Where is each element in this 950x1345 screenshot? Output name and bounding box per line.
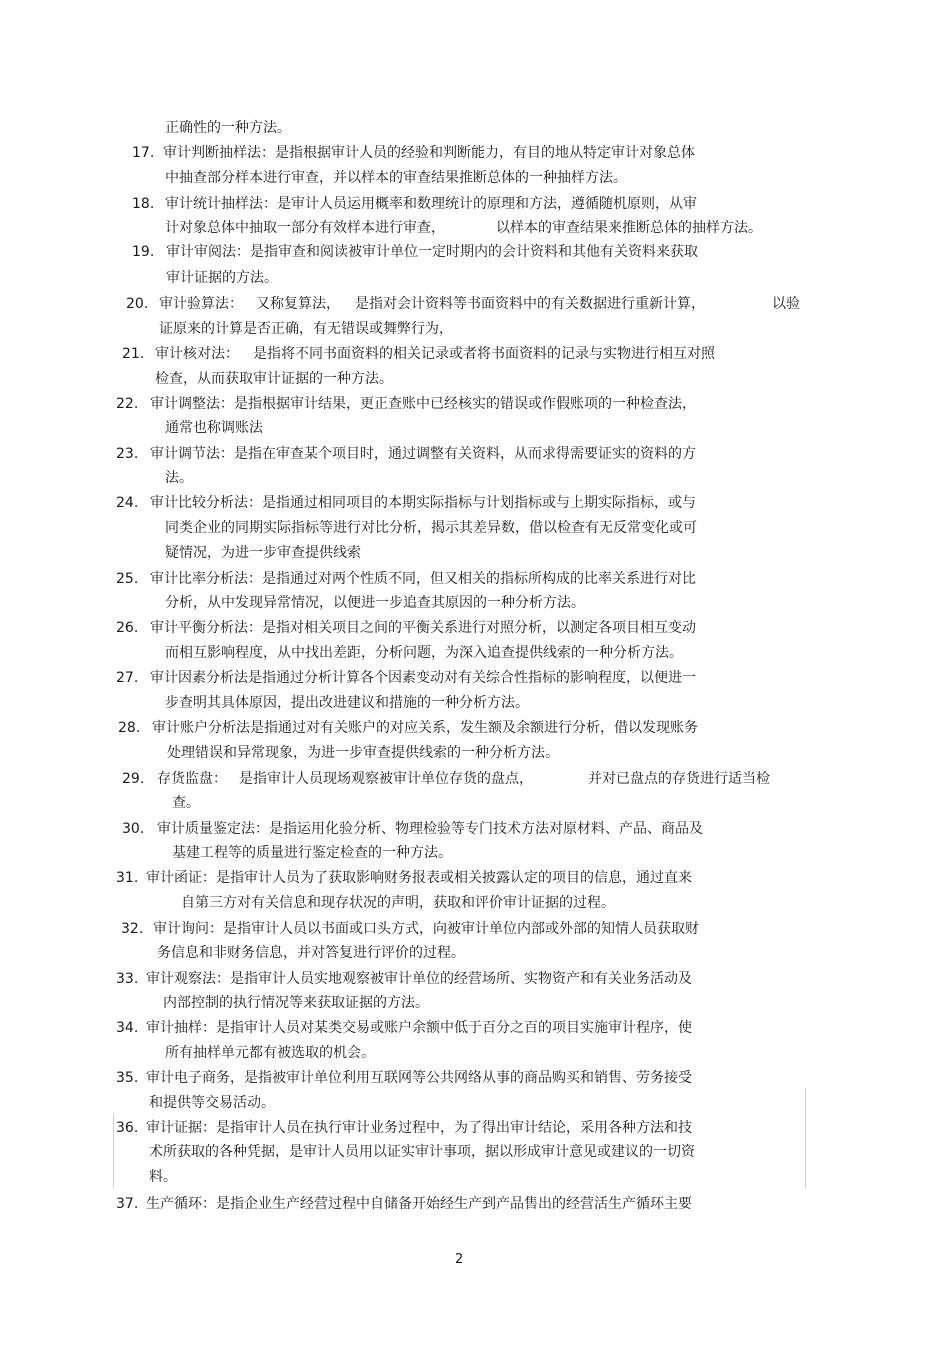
item-number: 21. (122, 346, 145, 362)
text-line: 证原来的计算是否正确，有无错误或舞弊行为， (159, 321, 453, 337)
text-line: 审计证据的方法。 (166, 270, 278, 286)
text-line: 务信息和非财务信息，并对答复进行评价的过程。 (157, 945, 465, 961)
item-number: 34. (116, 1020, 139, 1036)
item-number: 29. (122, 771, 145, 787)
item-number: 26. (116, 620, 139, 636)
item-number: 35. (116, 1070, 139, 1086)
text-line: 和提供等交易活动。 (149, 1095, 275, 1111)
item-number: 32. (121, 921, 144, 937)
text-line: 审计比较分析法：是指通过相同项目的本期实际指标与计划指标或与上期实际指标，或与 (150, 495, 696, 511)
text-line: 审计统计抽样法：是审计人员运用概率和数理统计的原理和方法，遵循随机原则，从审 (165, 196, 697, 212)
text-line: 审计判断抽样法：是指根据审计人员的经验和判断能力，有目的地从特定审计对象总体 (163, 145, 695, 161)
text-line: 内部控制的执行情况等来获取证据的方法。 (163, 995, 429, 1011)
text-line: 料。 (149, 1169, 177, 1185)
text-line: 审计比率分析法：是指通过对两个性质不同，但又相关的指标所构成的比率关系进行对比 (150, 571, 696, 587)
text-line: 审计因素分析法是指通过分析计算各个因素变动对有关综合性指标的影响程度，以便进一 (150, 670, 696, 686)
text-line: 步查明其具体原因，提出改进建议和措施的一种分析方法。 (165, 695, 529, 711)
item-number: 27. (116, 670, 139, 686)
text-line: 而相互影响程度，从中找出差距，分析问题，为深入追查提供线索的一种分析方法。 (165, 645, 683, 661)
item-number: 17. (132, 145, 155, 161)
text-line: 审计证据：是指审计人员在执行审计业务过程中，为了得出审计结论，采用各种方法和技 (146, 1120, 692, 1136)
text-line: 审计询问：是指审计人员以书面或口头方式，向被审计单位内部或外部的知情人员获取财 (153, 921, 699, 937)
text-line: 审计调节法：是指在审查某个项目时，通过调整有关资料，从而求得需要证实的资料的方 (150, 446, 696, 462)
text-line: 审计观察法：是指审计人员实地观察被审计单位的经营场所、实物资产和有关业务活动及 (146, 971, 692, 987)
text-line: 审计验算法： (159, 296, 243, 312)
item-number: 37. (116, 1196, 139, 1212)
item-number: 36. (116, 1120, 139, 1136)
text-line: 同类企业的同期实际指标等进行对比分析，揭示其差异数，借以检查有无反常变化或可 (165, 520, 697, 536)
text-line: 审计核对法： (155, 346, 239, 362)
text-line: 审计函证：是指审计人员为了获取影响财务报表或相关披露认定的项目的信息，通过直来 (146, 870, 692, 886)
text-line: 自第三方对有关信息和现存状况的声明，获取和评价审计证据的过程。 (181, 895, 615, 911)
text-line: 审计调整法：是指根据审计结果，更正查账中已经核实的错误或作假账项的一种检查法， (150, 396, 696, 412)
text-line: 审计审阅法：是指审查和阅读被审计单位一定时期内的会计资料和其他有关资料来获取 (166, 244, 698, 260)
text-line: 生产循环：是指企业生产经营过程中自储备开始经生产到产品售出的经营活生产循环主要 (146, 1196, 692, 1212)
item-number: 31. (116, 870, 139, 886)
text-line: 存货监盘： (157, 771, 227, 787)
item-number: 30. (122, 821, 145, 837)
item-number: 25. (116, 571, 139, 587)
text-line: 基建工程等的质量进行鉴定检查的一种方法。 (172, 845, 452, 861)
text-line: 所有抽样单元都有被选取的机会。 (165, 1045, 375, 1061)
item-number: 19. (132, 244, 155, 260)
text-line: 疑情况，为进一步审查提供线索 (165, 545, 361, 561)
item-number: 23. (116, 446, 139, 462)
item-number: 18. (132, 196, 155, 212)
text-line: 以样本的审查结果来推断总体的抽样方法。 (496, 220, 762, 236)
text-line: 审计账户分析法是指通过对有关账户的对应关系，发生额及余额进行分析，借以发现账务 (152, 720, 698, 736)
text-line: 正确性的一种方法。 (165, 120, 291, 136)
text-line: 并对已盘点的存货进行适当检 (588, 771, 770, 787)
text-line: 审计质量鉴定法：是指运用化验分析、物理检验等专门技术方法对原材料、产品、商品及 (157, 821, 703, 837)
item-number: 22. (116, 396, 139, 412)
text-line: 是指审计人员现场观察被审计单位存货的盘点， (239, 771, 533, 787)
text-line: 审计平衡分析法：是指对相关项目之间的平衡关系进行对照分析，以测定各项目相互变动 (150, 620, 696, 636)
text-line: 计对象总体中抽取一部分有效样本进行审查， (165, 220, 445, 236)
item-number: 24. (116, 495, 139, 511)
text-line: 分析，从中发现异常情况，以便进一步追查其原因的一种分析方法。 (165, 595, 585, 611)
text-line: 术所获取的各种凭据，是审计人员用以证实审计事项，据以形成审计意见或建议的一切资 (149, 1144, 695, 1160)
text-line: 是指对会计资料等书面资料中的有关数据进行重新计算， (355, 296, 705, 312)
item-number: 20. (126, 296, 149, 312)
item-number: 33. (116, 971, 139, 987)
item-number: 28. (118, 720, 141, 736)
text-line: 以验 (772, 296, 800, 312)
text-line: 又称复算法， (256, 296, 340, 312)
text-line: 审计抽样：是指审计人员对某类交易或账户余额中低于百分之百的项目实施审计程序，使 (146, 1020, 692, 1036)
page-number: 2 (455, 1252, 464, 1267)
text-line: 审计电子商务，是指被审计单位利用互联网等公共网络从事的商品购买和销售、劳务接受 (146, 1070, 692, 1086)
text-line: 中抽查部分样本进行审查，并以样本的审查结果推断总体的一种抽样方法。 (165, 170, 627, 186)
text-line: 查。 (172, 795, 200, 811)
text-line: 通常也称调账法 (165, 420, 263, 436)
margin-rule-left (113, 1114, 114, 1188)
text-line: 处理错误和异常现象，为进一步审查提供线索的一种分析方法。 (167, 745, 559, 761)
text-line: 是指将不同书面资料的相关记录或者将书面资料的记录与实物进行相互对照 (253, 346, 715, 362)
text-line: 检查，从而获取审计证据的一种方法。 (155, 371, 393, 387)
margin-rule-right (805, 1088, 806, 1188)
text-line: 法。 (165, 470, 193, 486)
